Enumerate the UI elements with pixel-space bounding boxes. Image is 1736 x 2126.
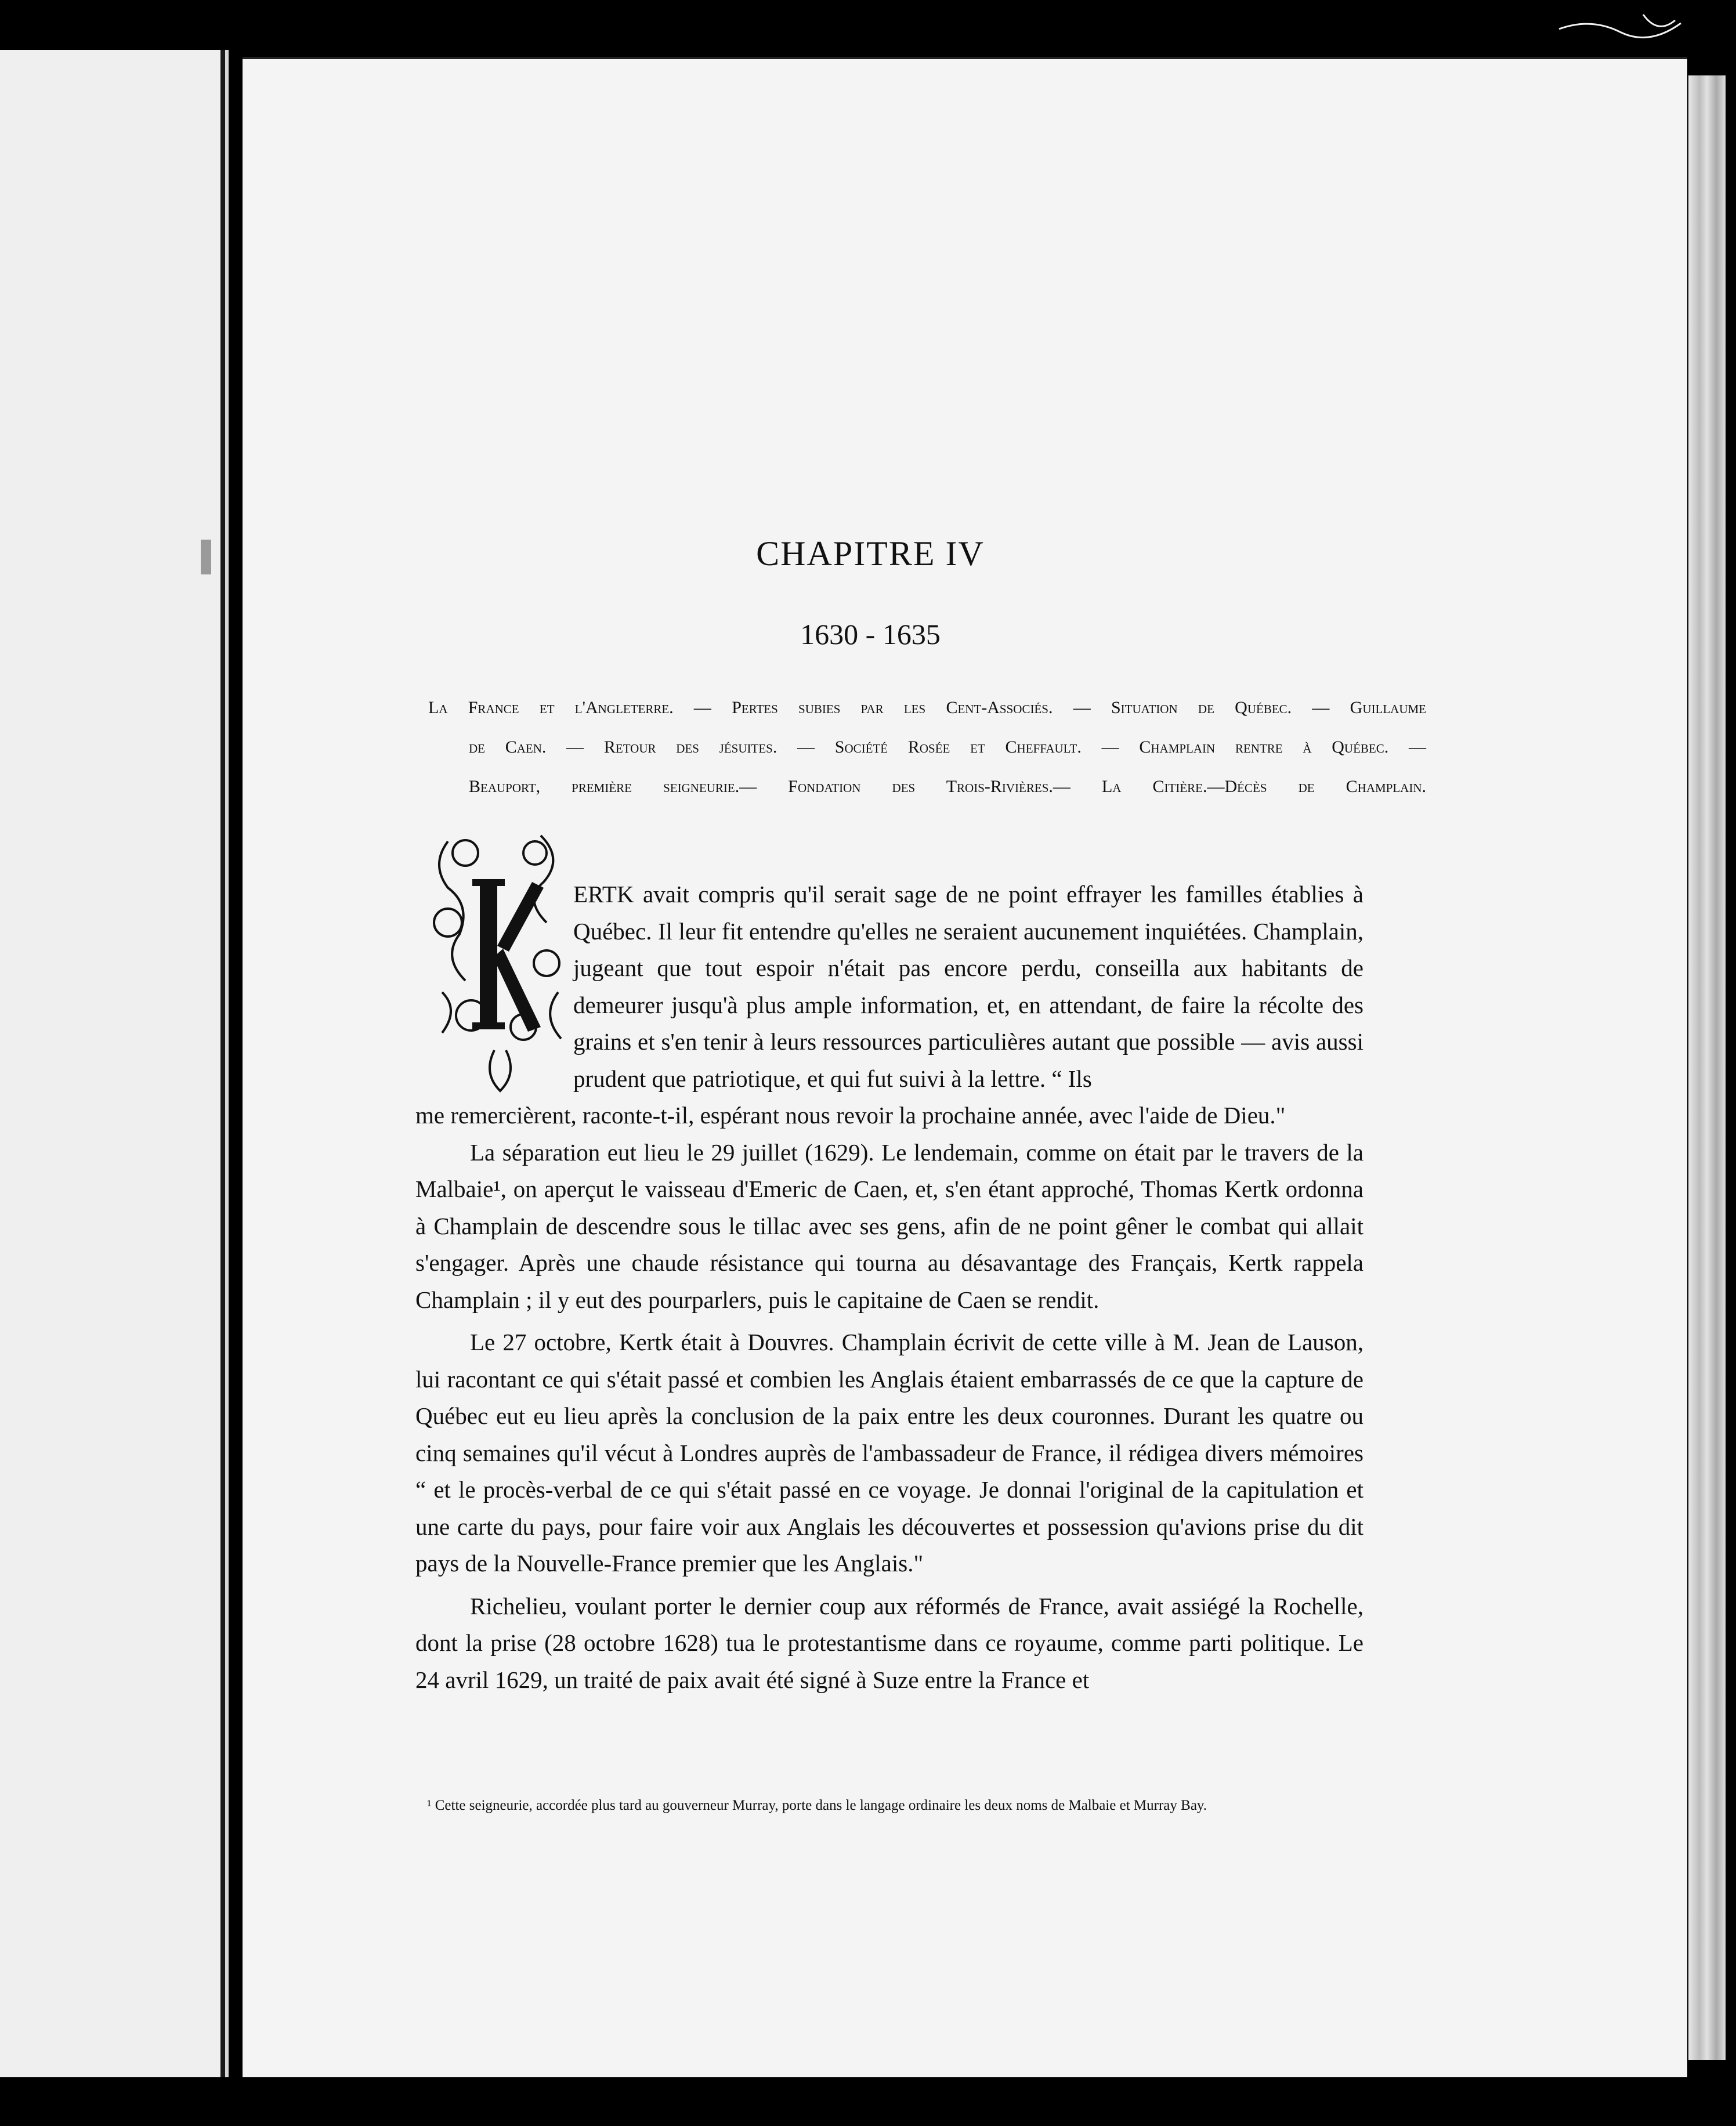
summary-line-1: La France et l'Angleterre. — Pertes subies par les Cent-Associés. — Situation de Québec. — Guillaume <box>428 698 1426 717</box>
spine-mark <box>201 540 211 574</box>
summary-line-2: de Caen. — Retour des jésuites. — Société Rosée et Cheffault. — Champlain rentre à Québec. — <box>469 737 1426 757</box>
left-page <box>0 50 225 2077</box>
summary-line-3: Beauport, première seigneurie.— Fondation des Trois-Rivières.— La Citière.—Décès de Champlain. <box>469 777 1426 796</box>
body-text <box>415 876 1364 1698</box>
corner-scribble-mark <box>1556 12 1684 46</box>
page-edge <box>1688 75 1726 2060</box>
chapter-summary <box>428 688 1426 807</box>
paragraph-1 <box>415 876 1364 1134</box>
paragraph-1-continuation: me remercièrent, raconte-t-il, espérant nous revoir la prochaine année, avec l'aide de Dieu." <box>415 1102 1286 1129</box>
paragraph-1-hanging-text: ERTK avait compris qu'il serait sage de ne point effrayer les familles établies à Québec. Il leur fit entendre qu'elles ne seraient aucunement inquiétées. Champlain, jugeant que tout espoir n'était pas encore perdu, conseilla aux habitants de demeurer jusqu'à plus ample information, et, en attendant, de faire la récolte des grains et s'en tenir à leurs ressources particulières autant que possible — avis aussi prudent que patriotique, et qui fut suivi à la lettre. “ Ils <box>573 881 1364 1092</box>
chapter-title: CHAPITRE IV <box>756 534 985 573</box>
footnote: ¹ Cette seigneurie, accordée plus tard au gouverneur Murray, porte dans le langage ordinaire les deux noms de Malbaie et Murray Bay. <box>427 1798 1207 1813</box>
paragraph-2: La séparation eut lieu le 29 juillet (1629). Le lendemain, comme on était par le travers de la Malbaie¹, on aperçut le vaisseau d'Emeric de Caen, et, s'en étant approché, Thomas Kertk ordonna à Champlain de descendre sous le tillac avec ses gens, afin de ne point gêner le combat qui allait s'engager. Après une chaude résistance qui tourna au désavantage des Français, Kertk rappela Champlain ; il y eut des pourparlers, puis le capitaine de Caen se rendit. <box>415 1138 1364 1313</box>
paragraph-4: Richelieu, voulant porter le dernier coup aux réformés de France, avait assiégé la Rochelle, dont la prise (28 octobre 1628) tua le protestantisme dans ce royaume, comme parti politique. Le 24 avril 1629, un traité de paix avait été signé à Suze entre la France et <box>415 1592 1364 1693</box>
chapter-years: 1630 - 1635 <box>800 618 941 650</box>
paragraph-3: Le 27 octobre, Kertk était à Douvres. Champlain écrivit de cette ville à M. Jean de Lauson, lui racontant ce qui s'était passé et combien les Anglais étaient embarrassés de ce que la capture de Québec eut eu lieu après la conclusion de la paix entre les deux couronnes. Durant les quatre ou cinq semaines qu'il vécut à Londres auprès de l'ambassadeur de France, il rédigea divers mémoires “ et le procès-verbal de ce qui s'était passé en ce voyage. Je donnai l'original de la capitulation et une carte du pays, pour faire voir aux Anglais les découvertes et possession qu'avions prise du dit pays de la Nouvelle-France premier que les Anglais." <box>415 1329 1364 1577</box>
